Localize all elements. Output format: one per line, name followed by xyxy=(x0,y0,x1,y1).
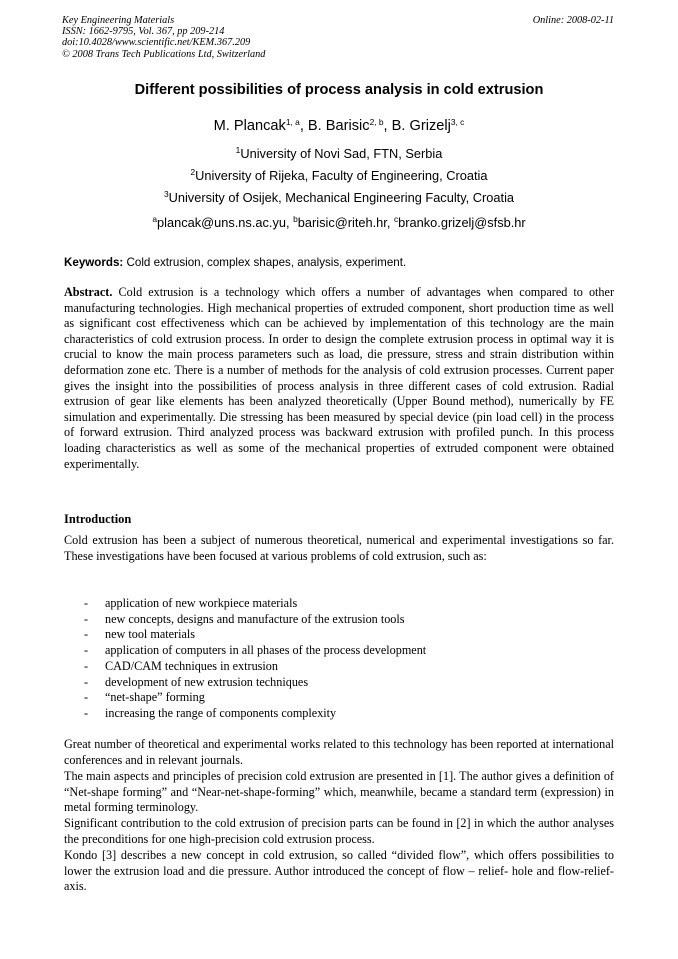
body-paragraph: Significant contribution to the cold extrusion of precision parts can be found in [2] in which the author analyses the preconditions for one high-precision cold extrusion process. xyxy=(64,816,614,846)
list-item-text: application of computers in all phases of the process development xyxy=(105,643,427,658)
email-address: plancak@uns.ns.ac.yu, xyxy=(157,215,294,230)
author-sup: 2, b xyxy=(369,117,384,127)
email-sup: c xyxy=(393,214,399,224)
bullet-marker: - xyxy=(84,705,89,720)
section-heading: Introduction xyxy=(64,512,132,526)
author-sup: 3, c xyxy=(450,117,465,127)
bullet-marker: - xyxy=(84,674,89,689)
bullet-marker: - xyxy=(84,596,89,610)
author-name: B. Grizelj xyxy=(391,118,451,134)
email-line xyxy=(0,215,678,230)
affiliation xyxy=(0,146,678,161)
journal-header xyxy=(62,15,614,60)
email-sup: b xyxy=(293,214,298,224)
bullet-marker: - xyxy=(84,690,89,705)
paper-title: Different possibilities of process analysis in cold extrusion xyxy=(134,82,544,98)
bullet-marker: - xyxy=(84,627,89,642)
affiliation-sup: 3 xyxy=(163,189,169,199)
affiliation-text: University of Rijeka, Faculty of Engineering, Croatia xyxy=(195,168,488,183)
abstract xyxy=(64,285,614,472)
author-list: M. Plancak$^{1, a}$, B. Barisic$^{2, b}$, B. Grizelj$^{3, c}$ xyxy=(213,117,465,134)
author-name: M. Plancak xyxy=(213,118,286,134)
email-address: branko.grizelj@sfsb.hr xyxy=(398,215,526,230)
journal-name: Key Engineering Materials xyxy=(62,15,175,26)
list-item xyxy=(84,627,604,643)
keywords-label: Keywords: xyxy=(64,256,124,269)
doi-line: doi:10.4028/www.scientific.net/KEM.367.209 xyxy=(62,37,251,49)
list-item xyxy=(84,706,604,722)
keywords-text: Cold extrusion, complex shapes, analysis, experiment. xyxy=(123,256,407,269)
intro-paragraph: Cold extrusion has been a subject of numerous theoretical, numerical and experimental investigations so far. These investigations have been focused at various problems of cold extrusion, such as: xyxy=(64,533,614,563)
body-paragraph: Kondo [3] describes a new concept in cold extrusion, so called “divided flow”, which offers possibilities to lower the extrusion load and die pressure. Author introduced the concept of flow – relief- hole and flow-relief-axis. xyxy=(64,848,614,894)
keywords xyxy=(64,256,614,269)
list-item-text: CAD/CAM techniques in extrusion xyxy=(105,658,278,673)
list-item xyxy=(84,596,604,612)
author-name: B. Barisic xyxy=(307,118,370,134)
list-item-text: application of new workpiece materials xyxy=(105,596,298,610)
list-item-text: new concepts, designs and manufacture of the extrusion tools xyxy=(105,611,405,626)
body-paragraph: The main aspects and principles of precision cold extrusion are presented in [1]. The author gives a definition of “Net-shape forming” and “Near-net-shape-forming” which, meanwhile, became a standard term (expression) in metal forming terminology. xyxy=(64,769,614,815)
bullet-marker: - xyxy=(84,643,89,658)
bullet-marker: - xyxy=(84,611,89,626)
list-item xyxy=(84,643,604,659)
list-item-text: development of new extrusion techniques xyxy=(105,674,309,689)
affiliation-sup: 1 xyxy=(235,145,241,155)
list-item-text: increasing the range of components complexity xyxy=(105,705,337,720)
affiliation-text: University of Novi Sad, FTN, Serbia xyxy=(240,146,443,161)
body-paragraph: Great number of theoretical and experimental works related to this technology has been reported at international conferences and in relevant journals. xyxy=(64,737,614,767)
email-sup: a xyxy=(152,214,158,224)
list-item-text: new tool materials xyxy=(105,627,196,642)
online-date: Online: 2008-02-11 xyxy=(532,15,614,26)
email-address: barisic@riteh.hr, xyxy=(297,215,394,230)
list-item xyxy=(84,659,604,675)
abstract-label: Abstract. xyxy=(64,285,113,299)
copyright-line: © 2008 Trans Tech Publications Ltd, Switzerland xyxy=(62,48,266,60)
bullet-marker: - xyxy=(84,658,89,673)
author-sup: 1, a xyxy=(285,117,300,127)
affiliation-text: University of Osijek, Mechanical Engineering Faculty, Croatia xyxy=(168,190,515,205)
bullet-list xyxy=(84,596,604,722)
list-item xyxy=(84,675,604,691)
list-item-text: “net-shape” forming xyxy=(105,690,205,705)
affiliation-sup: 2 xyxy=(190,167,196,177)
affiliation xyxy=(0,190,678,205)
affiliation xyxy=(0,168,678,183)
issn-line: ISSN: 1662-9795, Vol. 367, pp 209-214 xyxy=(62,26,225,38)
list-item xyxy=(84,612,604,628)
list-item xyxy=(84,690,604,706)
abstract-text: Cold extrusion is a technology which offers a number of advantages when compared to other manufacturing technologies. High mechanical properties of extruded component, short production time as well as significant cost effectiveness which can be achieved by implementation of this technology are the main characteristics of cold extrusion process. In order to design the complete extrusion process in optimal way it is crucial to know the main process parameters such as load, die pressure, stress and strain distribution within deformation zone etc. There is a number of methods for the analysis of cold extrusion processes. Current paper gives the insight into the possibilities of process analysis in three different cases of cold extrusion. Radial extrusion of gear like elements has been analyzed theoretically (Upper Bound method), numerically by FE simulation and experimentally. Die stressing has been measured by special device (pin load cell) in the process of forward extrusion. Third analyzed process was backward extrusion with profiled punch. In this process loading characteristics as well as some of the mechanical properties of extruded component were obtained experimentally. xyxy=(64,285,614,471)
